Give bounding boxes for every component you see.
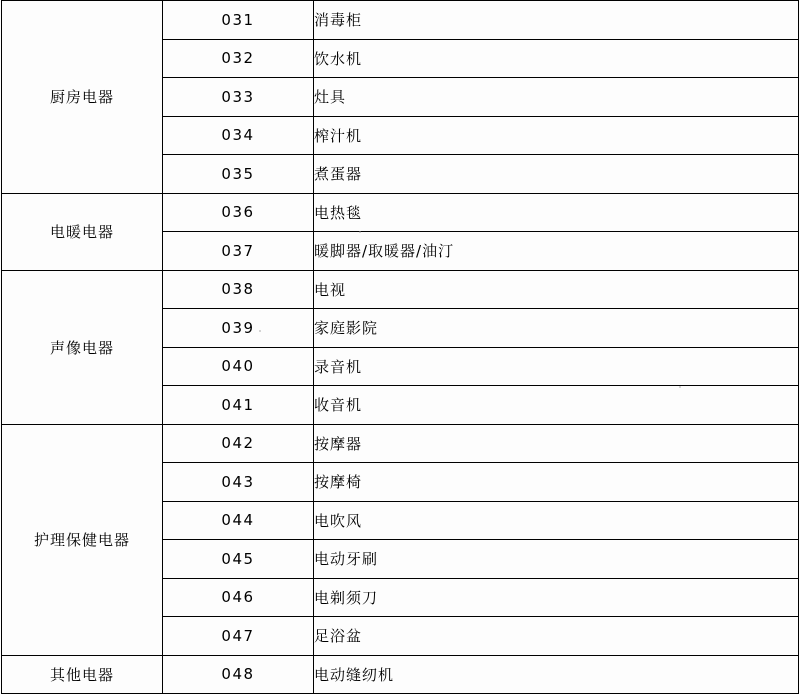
- product-name-cell: 电吹风: [314, 501, 799, 540]
- code-cell: 038: [163, 270, 314, 309]
- product-name-cell: 按摩器: [314, 424, 799, 463]
- category-cell: 厨房电器: [2, 1, 163, 194]
- table-row: [2, 424, 799, 463]
- product-name-cell: 消毒柜: [314, 1, 799, 40]
- product-name-cell: 暖脚器/取暖器/油汀: [314, 232, 799, 271]
- product-name-cell: 榨汁机: [314, 116, 799, 155]
- code-cell: 042: [163, 424, 314, 463]
- product-name-cell: 饮水机: [314, 39, 799, 78]
- product-name-cell: 按摩椅: [314, 463, 799, 502]
- code-cell: 039: [163, 309, 314, 348]
- product-name-cell: 足浴盆: [314, 617, 799, 656]
- code-cell: 044: [163, 501, 314, 540]
- product-name-cell: 灶具: [314, 78, 799, 117]
- code-cell: 037: [163, 232, 314, 271]
- product-name-cell: 电热毯: [314, 193, 799, 232]
- product-name-cell: 电动缝纫机: [314, 655, 799, 694]
- code-cell: 034: [163, 116, 314, 155]
- code-cell: 036: [163, 193, 314, 232]
- table-row: [2, 270, 799, 309]
- product-name-cell: 录音机: [314, 347, 799, 386]
- code-cell: 046: [163, 578, 314, 617]
- category-cell: 护理保健电器: [2, 424, 163, 655]
- table-row: [2, 655, 799, 694]
- code-cell: 041: [163, 386, 314, 425]
- product-name-cell: 电视: [314, 270, 799, 309]
- scan-speck: [359, 231, 361, 233]
- table-row: [2, 193, 799, 232]
- appliance-category-table: [1, 0, 799, 694]
- code-cell: 031: [163, 1, 314, 40]
- code-cell: 035: [163, 155, 314, 194]
- code-cell: 040: [163, 347, 314, 386]
- product-name-cell: 电动牙刷: [314, 540, 799, 579]
- scan-speck: [259, 330, 261, 332]
- category-cell: 电暖电器: [2, 193, 163, 270]
- scan-speck: [679, 386, 681, 388]
- product-name-cell: 煮蛋器: [314, 155, 799, 194]
- code-cell: 043: [163, 463, 314, 502]
- code-cell: 047: [163, 617, 314, 656]
- code-cell: 048: [163, 655, 314, 694]
- code-cell: 032: [163, 39, 314, 78]
- code-cell: 045: [163, 540, 314, 579]
- table-row: [2, 1, 799, 40]
- category-cell: 声像电器: [2, 270, 163, 424]
- product-name-cell: 电剃须刀: [314, 578, 799, 617]
- category-cell: 其他电器: [2, 655, 163, 694]
- code-cell: 033: [163, 78, 314, 117]
- product-name-cell: 家庭影院: [314, 309, 799, 348]
- table-body: [2, 1, 799, 694]
- product-name-cell: 收音机: [314, 386, 799, 425]
